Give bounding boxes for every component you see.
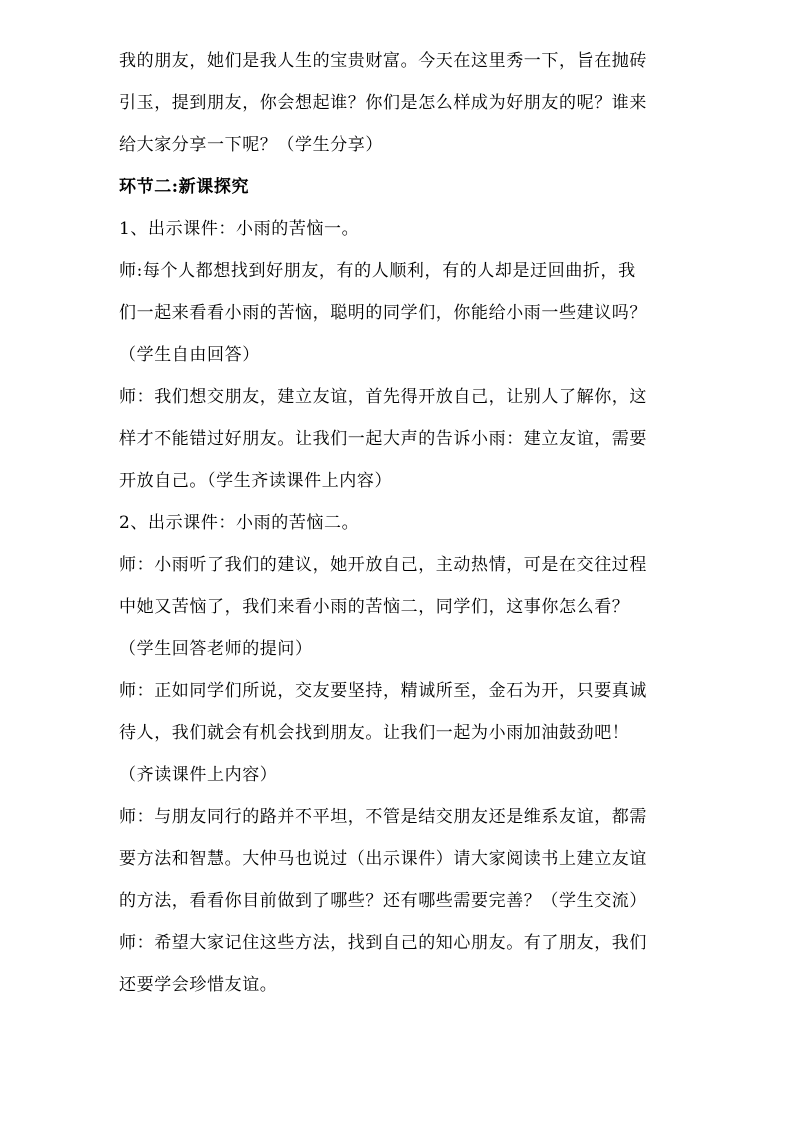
paragraph-line: （齐读课件上内容） — [119, 765, 278, 785]
paragraph-line: 师：希望大家记住这些方法，找到自己的知心朋友。有了朋友，我们 — [119, 933, 647, 953]
paragraph-line: 开放自己。（学生齐读课件上内容） — [119, 471, 393, 491]
paragraph-line: （学生回答老师的提问） — [119, 639, 313, 659]
paragraph-line: 中她又苦恼了，我们来看小雨的苦恼二，同学们，这事你怎么看？ — [119, 597, 630, 617]
list-item-heading: 2、出示课件：小雨的苦恼二。 — [119, 513, 360, 533]
paragraph-line: 师:每个人都想找到好朋友，有的人顺利，有的人却是迂回曲折，我 — [119, 261, 636, 281]
paragraph-line: 的方法，看看你目前做到了哪些？还有哪些需要完善？（学生交流） — [119, 891, 647, 911]
paragraph-line: 们一起来看看小雨的苦恼，聪明的同学们，你能给小雨一些建议吗？ — [119, 303, 647, 323]
paragraph-line: 引玉，提到朋友，你会想起谁？你们是怎么样成为好朋友的呢？谁来 — [119, 93, 647, 113]
list-item-heading: 1、出示课件：小雨的苦恼一。 — [119, 219, 360, 239]
paragraph-line: （学生自由回答） — [119, 345, 260, 365]
paragraph-line: 要方法和智慧。大仲马也说过（出示课件）请大家阅读书上建立友谊 — [119, 849, 647, 869]
paragraph-line: 还要学会珍惜友谊。 — [119, 975, 278, 995]
paragraph-line: 师：小雨听了我们的建议，她开放自己，主动热情，可是在交往过程 — [119, 555, 647, 575]
paragraph-line: 给大家分享一下呢？（学生分享） — [119, 135, 383, 155]
paragraph-line: 待人，我们就会有机会找到朋友。让我们一起为小雨加油鼓劲吧！ — [119, 723, 630, 743]
section-heading: 环节二:新课探究 — [119, 177, 250, 197]
paragraph-line: 样才不能错过好朋友。让我们一起大声的告诉小雨：建立友谊，需要 — [119, 429, 647, 449]
paragraph-line: 师：正如同学们所说，交友要坚持，精诚所至，金石为开，只要真诚 — [119, 681, 647, 701]
paragraph-line: 师：与朋友同行的路并不平坦，不管是结交朋友还是维系友谊，都需 — [119, 807, 647, 827]
paragraph-line: 我的朋友，她们是我人生的宝贵财富。今天在这里秀一下，旨在抛砖 — [119, 51, 647, 71]
paragraph-line: 师：我们想交朋友，建立友谊，首先得开放自己，让别人了解你，这 — [119, 387, 647, 407]
